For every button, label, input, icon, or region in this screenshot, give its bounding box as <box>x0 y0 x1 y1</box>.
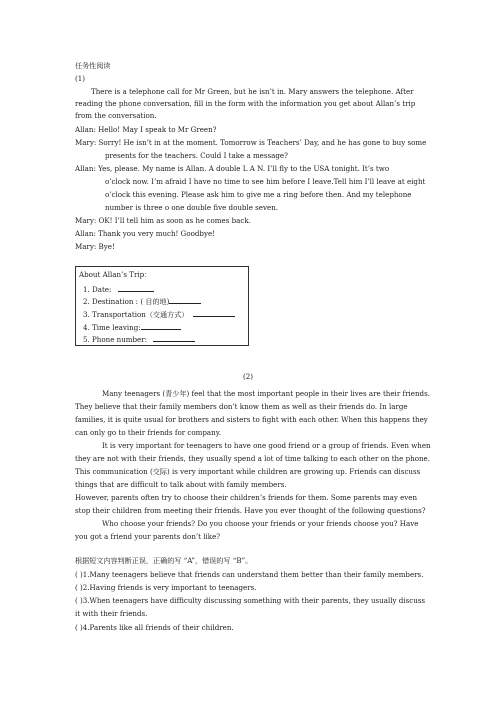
time-blank[interactable] <box>141 322 181 330</box>
question-line: ( )4.Parents like all friends of their children. <box>75 623 234 632</box>
passage-line: This communication (交际) is very important while children are growing up. Friends can discuss <box>75 467 421 476</box>
passage-line: families, it is quite usual for brothers and sisters to fight with each other. When this happens they <box>75 415 428 424</box>
passage-line: they are not with their friends, they usually spend a lot of time talking to each other on the phone. <box>75 454 430 463</box>
question-line: it with their friends. <box>75 609 148 618</box>
dialogue-line: Allan: Yes, please. My name is Allan. A double L A N. I’ll fly to the USA tonight. It’s two <box>75 164 390 173</box>
passage-line: However, parents often try to choose their children’s friends for them. Some parents may even <box>75 493 418 502</box>
question-line: ( )3.When teenagers have difficulty discussing something with their parents, they usually discuss <box>75 596 426 605</box>
form-item-phone: 5. Phone number: <box>83 334 195 344</box>
intro-line: reading the phone conversation, fill in the form with the information you get about Allan’s trip <box>75 99 416 108</box>
task-instruction: 根据短文内容判断正误，正确的写 “A”，错误的写 “B”。 <box>75 556 253 565</box>
trip-form-box <box>75 266 249 346</box>
dialogue-line: Allan: Thank you very much! Goodbye! <box>75 229 216 238</box>
dialogue-line: presents for the teachers. Could I take a message? <box>105 151 288 160</box>
passage-line: stop their children from meeting their friends. Have you ever thought of the following questions? <box>75 506 426 515</box>
question-line: ( )1.Many teenagers believe that friends can understand them better than their family members. <box>75 570 424 579</box>
intro-line: from the conversation. <box>75 111 157 120</box>
destination-blank[interactable] <box>169 296 201 304</box>
passage-line: can only go to their friends for company. <box>75 428 222 437</box>
dialogue-line: Mary: Sorry! He isn’t in at the moment. Tomorrow is Teachers’ Day, and he has gone to buy some <box>75 138 427 147</box>
passage-line: Who choose your friends? Do you choose your friends or your friends choose you? Have <box>102 519 419 528</box>
dialogue-line: o’clock now. I’m afraid I have no time to see him before I leave.Tell him I’ll leave at eight <box>105 177 426 186</box>
form-item-date: 1. Date: <box>83 284 154 294</box>
passage-line: you got a friend your parents don’t like? <box>75 532 221 541</box>
transportation-blank[interactable] <box>193 309 235 317</box>
passage-line: It is very important for teenagers to have one good friend or a group of friends. Even when <box>102 441 431 450</box>
part-number-2: (2) <box>242 372 254 381</box>
date-blank[interactable] <box>118 284 154 292</box>
dialogue-line: Allan: Hello! May I speak to Mr Green? <box>75 125 217 134</box>
part-number-1: (1) <box>75 74 86 83</box>
section-heading: 任务性阅读 <box>75 61 111 70</box>
phone-blank[interactable] <box>153 334 195 342</box>
dialogue-line: Mary: OK! I’ll tell him as soon as he comes back. <box>75 216 251 225</box>
dialogue-line: number is three o one double five double seven. <box>105 203 279 212</box>
intro-line: There is a telephone call for Mr Green, but he isn’t in. Mary answers the telephone. After <box>91 87 414 96</box>
passage-line: They believe that their family members don’t know them as well as their friends do. In large <box>75 402 408 411</box>
dialogue-line: o’clock this evening. Please ask him to give me a ring before then. And my telephone <box>105 190 412 199</box>
passage-line: things that are difficult to talk about with family members. <box>75 480 287 489</box>
question-line: ( )2.Having friends is very important to teenagers. <box>75 583 257 592</box>
passage-line: Many teenagers (青少年) feel that the most important people in their lives are their friends. <box>102 389 430 398</box>
form-item-transportation: 3. Transportation（交通方式） <box>83 309 235 319</box>
form-item-time: 4. Time leaving: <box>83 322 181 332</box>
form-title: About Allan’s Trip： <box>79 270 152 279</box>
dialogue-line: Mary: Bye! <box>75 242 115 251</box>
form-item-destination: 2. Destination : ( 目的地) <box>83 296 201 306</box>
